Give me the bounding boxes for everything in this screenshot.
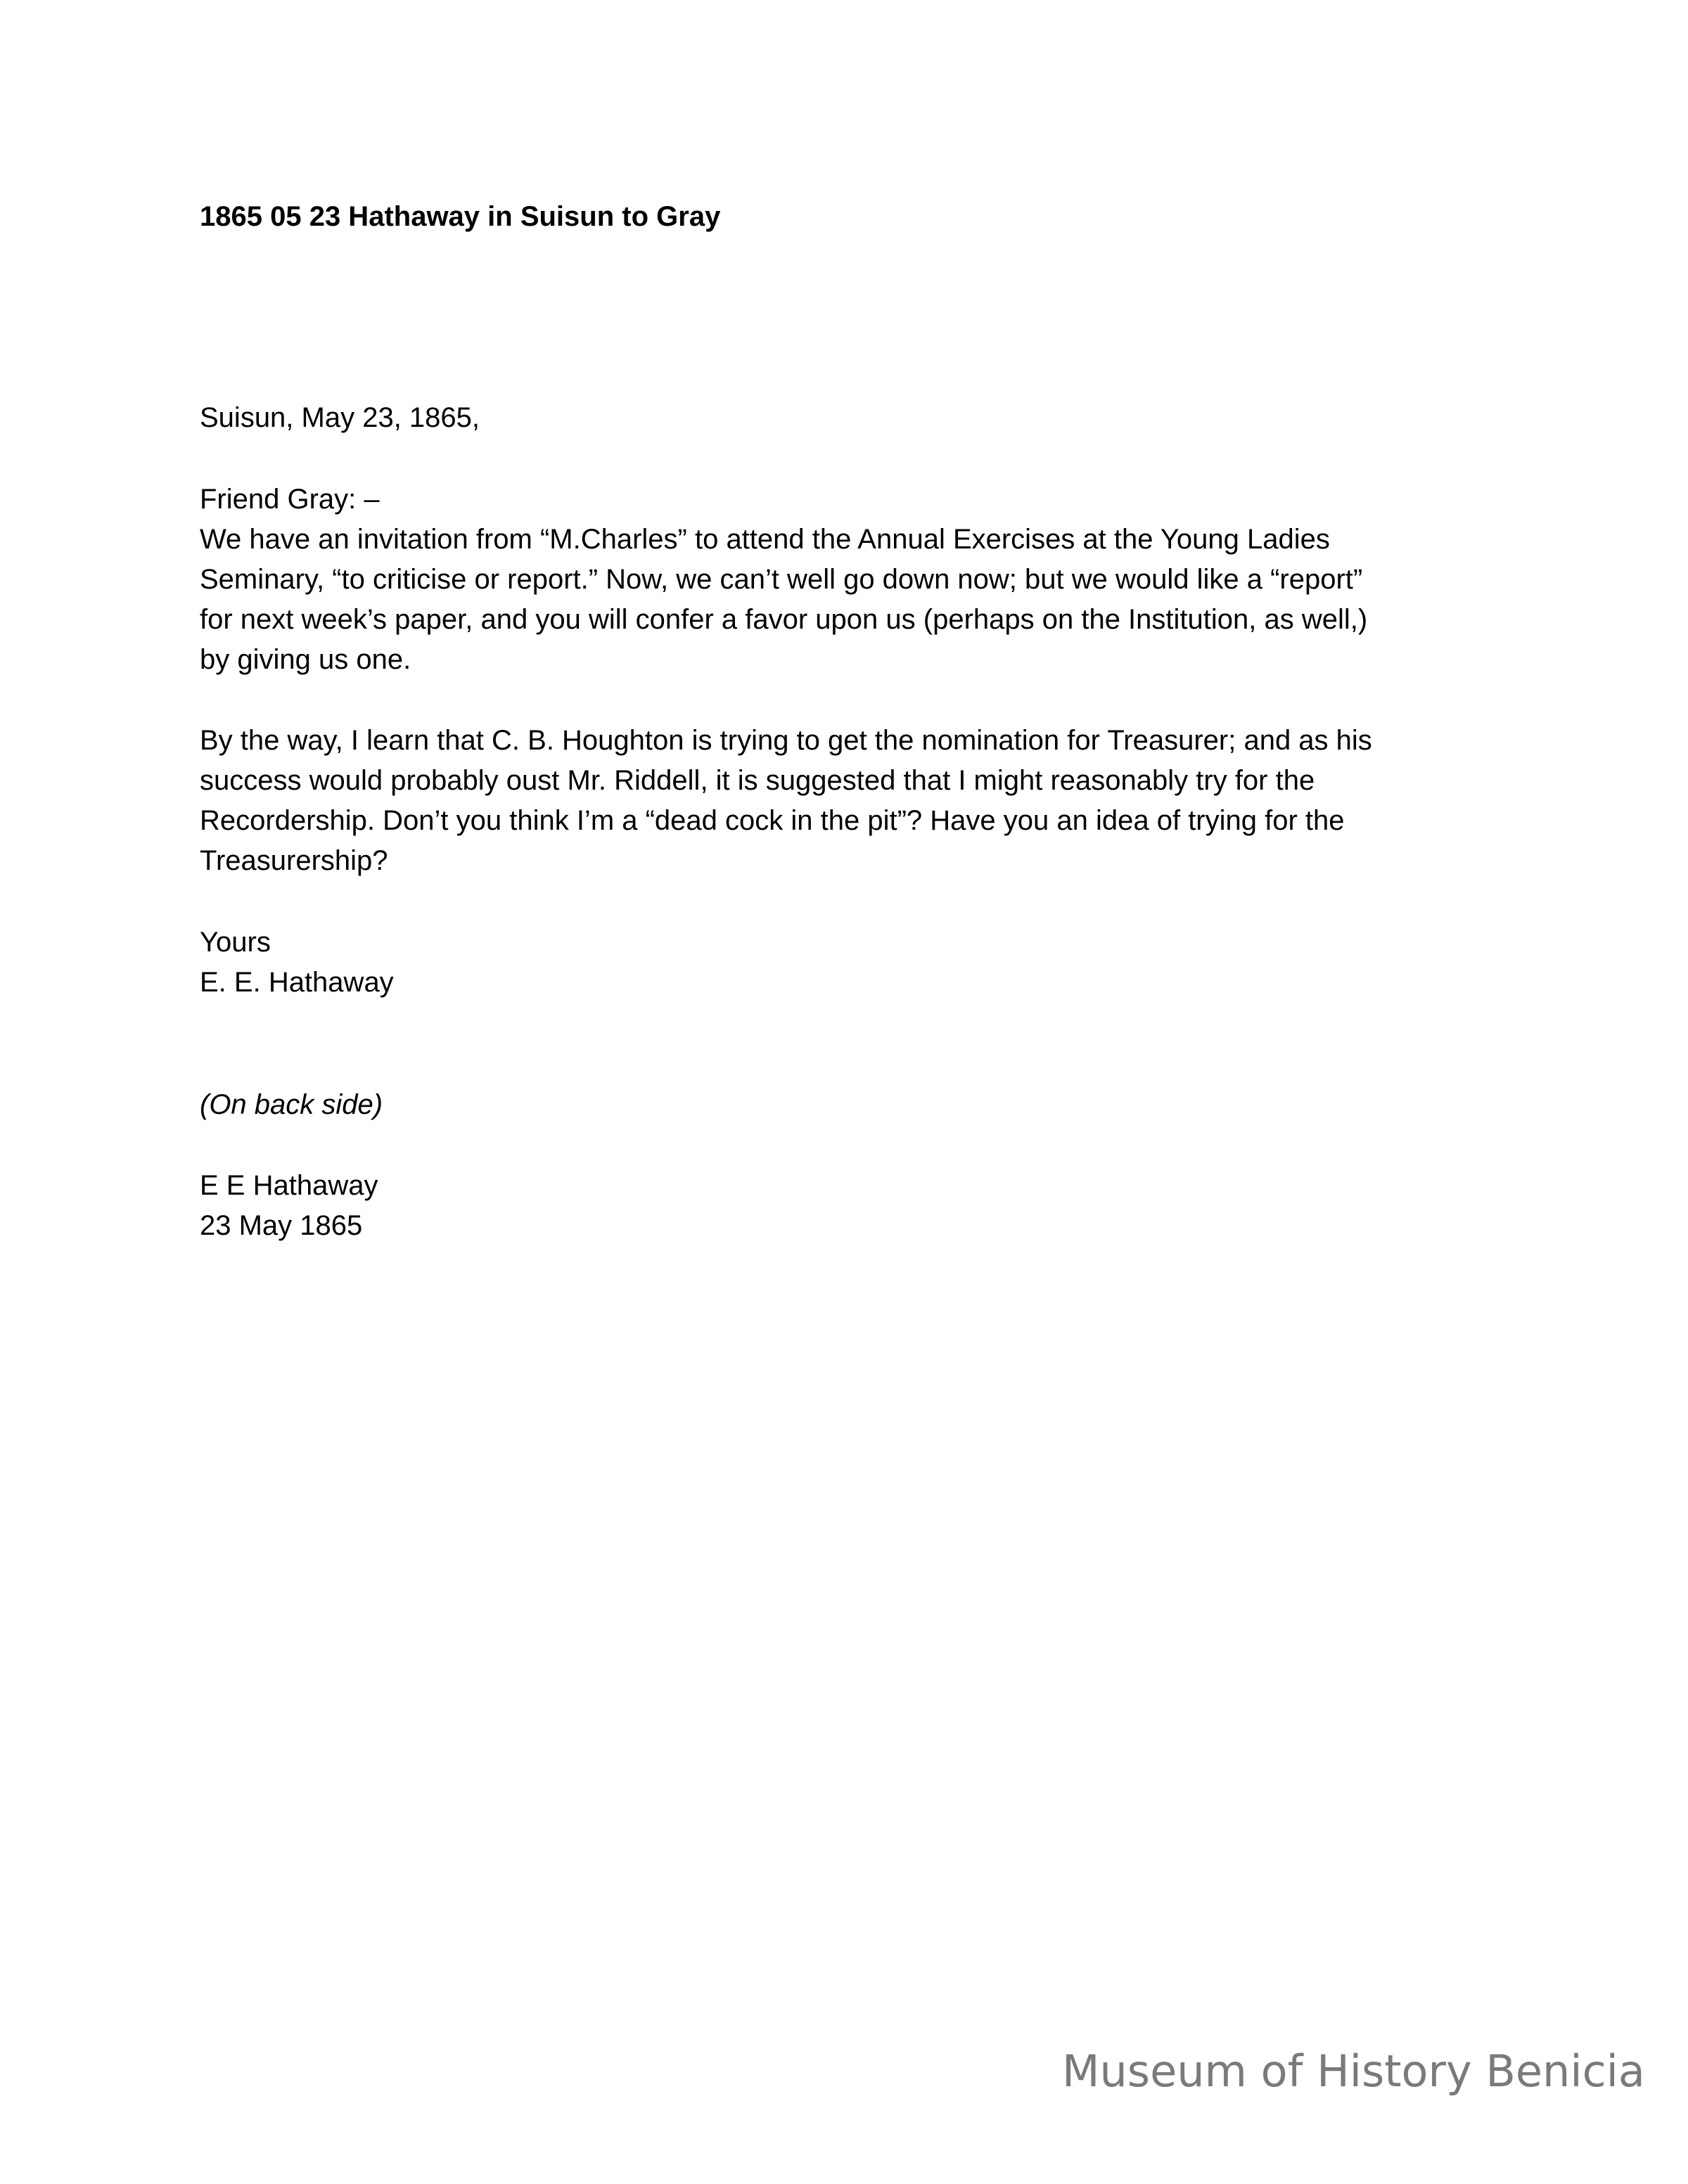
letter-salutation: Friend Gray: –: [200, 484, 380, 515]
paragraph-2-line-1: By the way, I learn that C. B. Houghton is trying to get the nomination for Treasurer; and as his: [200, 725, 1372, 756]
paragraph-2-line-2: success would probably oust Mr. Riddell, it is suggested that I might reasonably try for the: [200, 765, 1315, 796]
paragraph-2-line-3: Recordership. Don’t you think I’m a “dead cock in the pit”? Have you an idea of trying for the: [200, 805, 1345, 836]
signature: E. E. Hathaway: [200, 967, 394, 998]
museum-watermark: Museum of History Benicia: [1062, 2045, 1645, 2097]
paragraph-1-line-1: We have an invitation from “M.Charles” to attend the Annual Exercises at the Young Ladies: [200, 524, 1330, 555]
paragraph-1-line-2: Seminary, “to criticise or report.” Now, we can’t well go down now; but we would like a “report”: [200, 564, 1363, 595]
back-side-name: E E Hathaway: [200, 1170, 378, 1201]
closing-word: Yours: [200, 927, 271, 958]
paragraph-1-line-4: by giving us one.: [200, 644, 411, 675]
paragraph-1-line-3: for next week’s paper, and you will confer a favor upon us (perhaps on the Institution, as well,): [200, 604, 1368, 635]
back-side-endorsement: [200, 1166, 1494, 1246]
letter-paragraph-2: [200, 721, 1494, 881]
paragraph-2-line-4: Treasurership?: [200, 845, 388, 876]
page-title: 1865 05 23 Hathaway in Suisun to Gray: [200, 201, 721, 232]
letter-closing: [200, 923, 1494, 1003]
letter-dateline: Suisun, May 23, 1865,: [200, 402, 480, 433]
back-side-date: 23 May 1865: [200, 1210, 363, 1241]
back-side-note: (On back side): [200, 1089, 383, 1120]
letter-opening: [200, 480, 1494, 680]
